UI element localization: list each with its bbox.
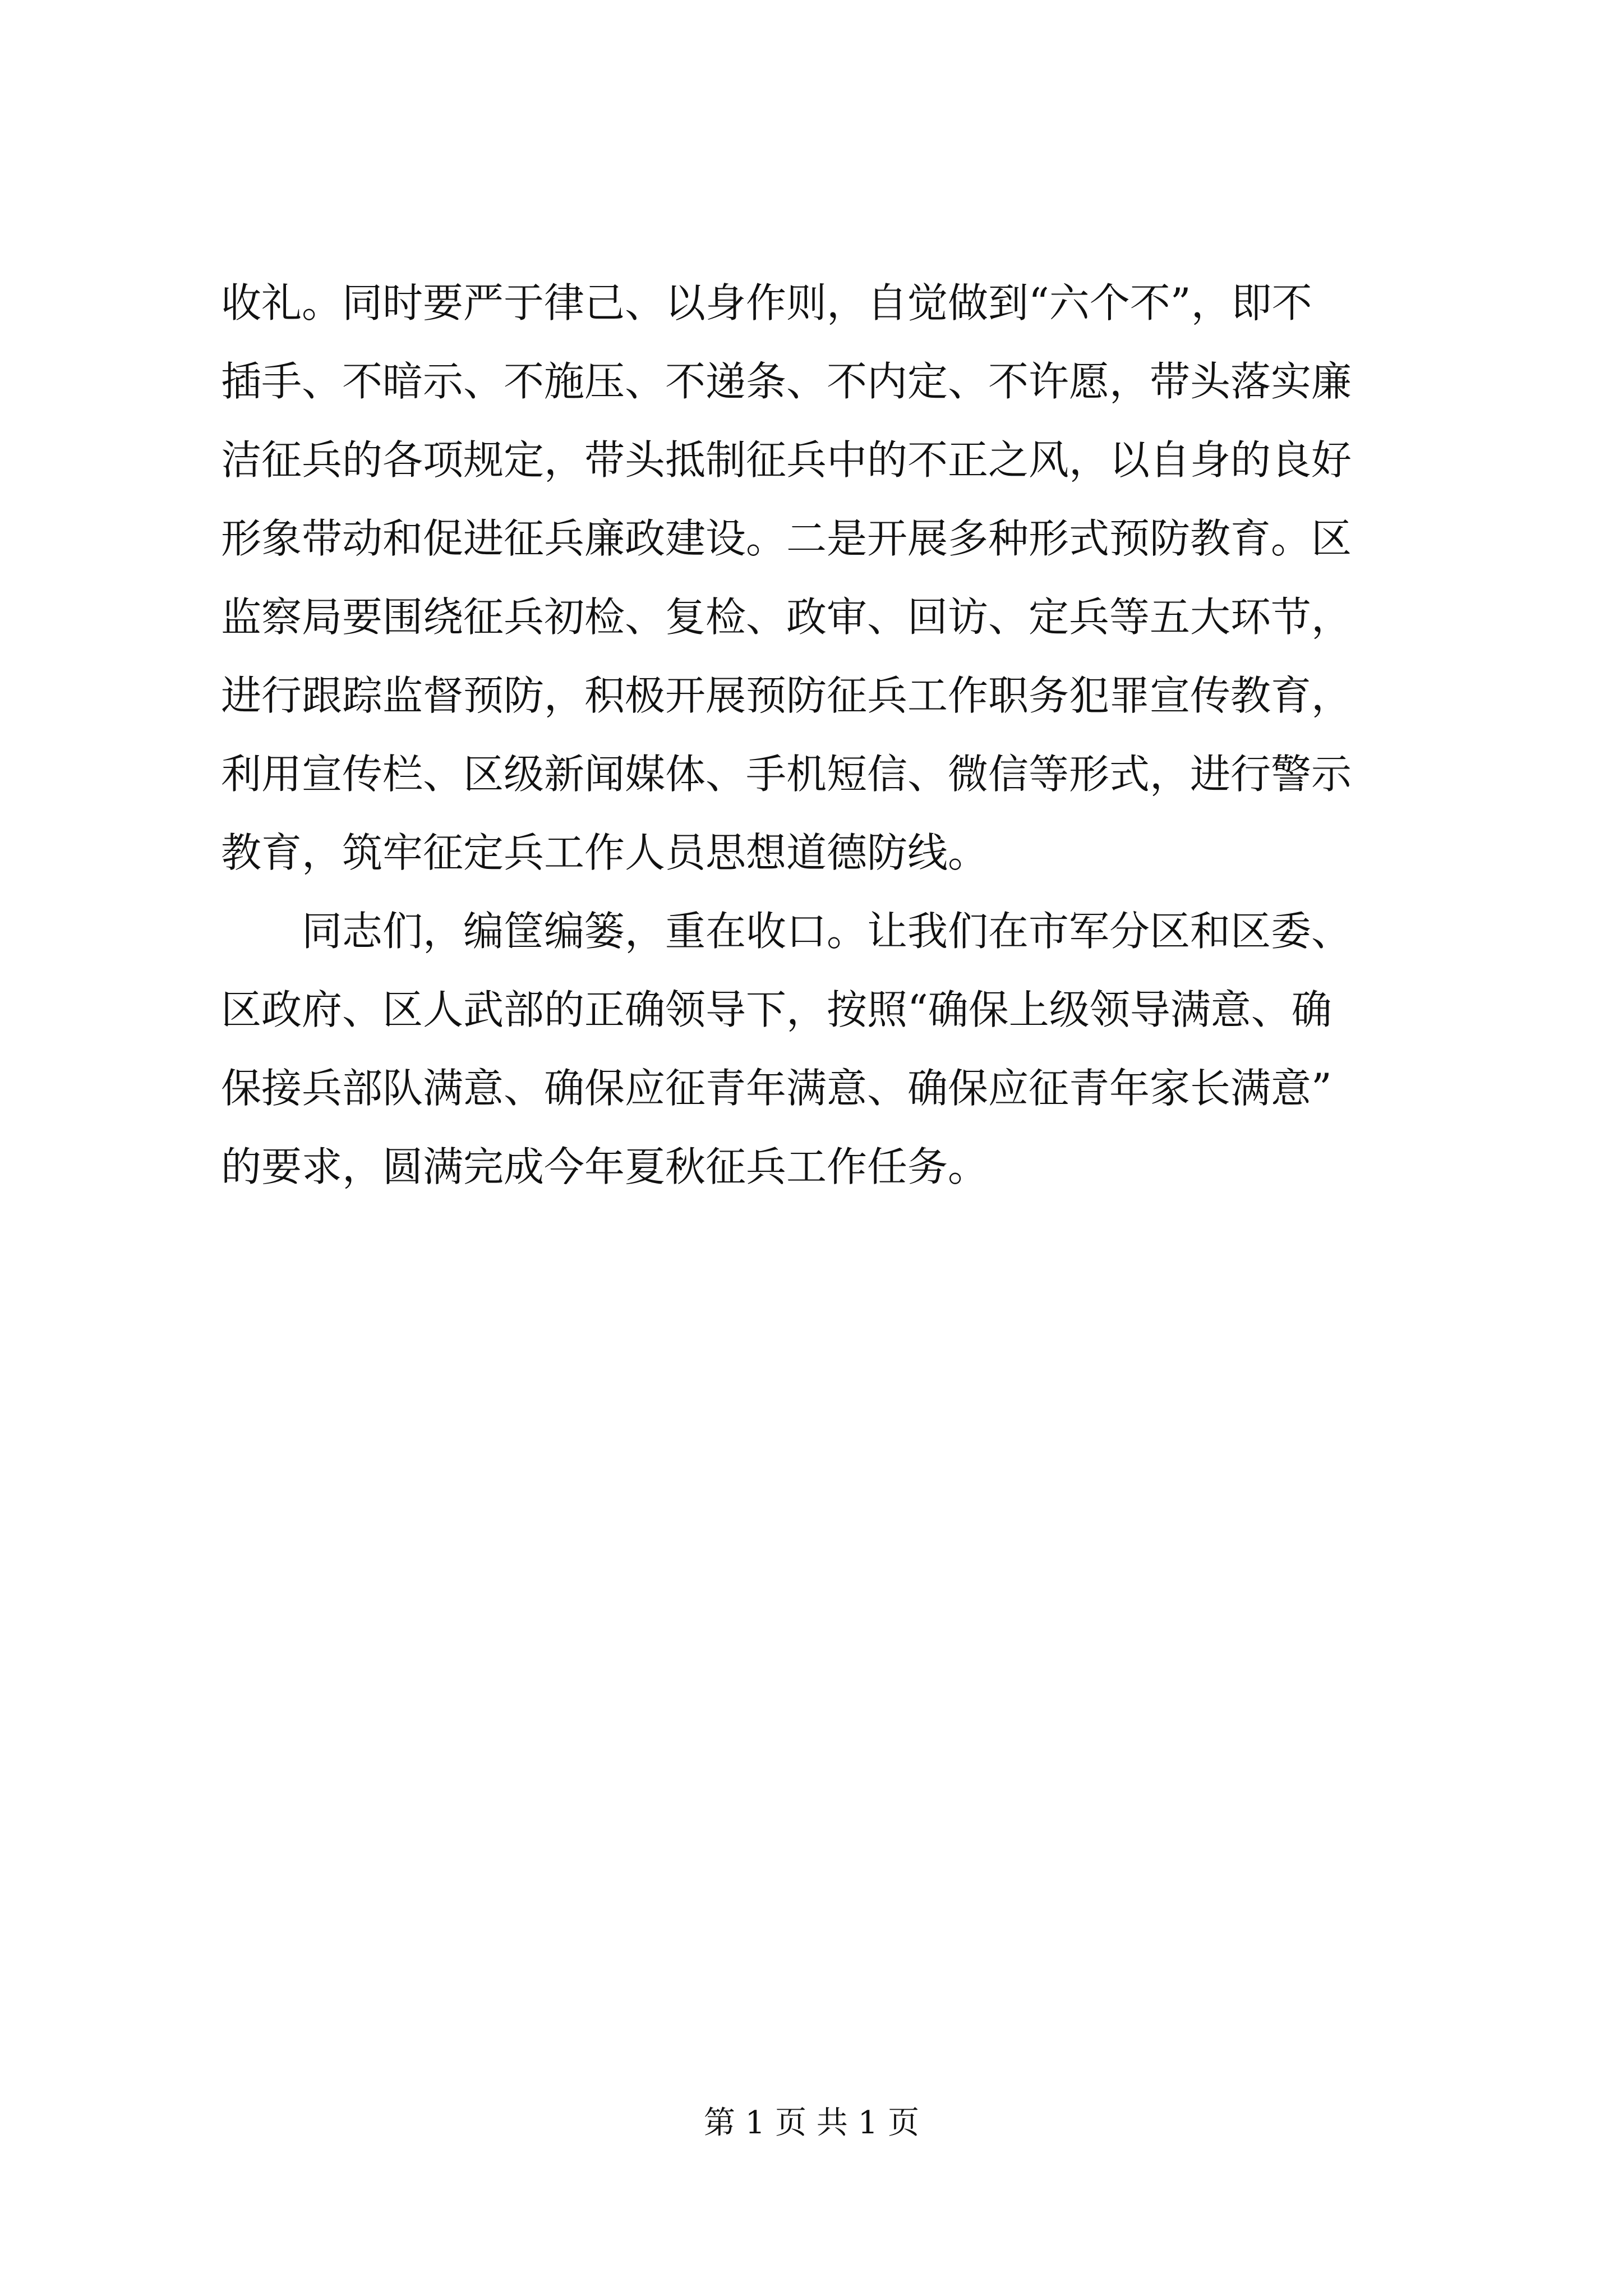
paragraph-1 xyxy=(221,264,1421,892)
page-footer: 第 1 页 共 1 页 xyxy=(703,2105,920,2141)
paragraph-line: 洁征兵的各项规定，带头抵制征兵中的不正之风，以自身的良好 xyxy=(221,436,1352,484)
paragraph-line: 收礼。同时要严于律己、以身作则，自觉做到“六个不”，即不 xyxy=(221,279,1312,326)
paragraph-line: 利用宣传栏、区级新闻媒体、手机短信、微信等形式，进行警示 xyxy=(221,751,1352,798)
paragraph-line: 进行跟踪监督预防，积极开展预防征兵工作职务犯罪宣传教育， xyxy=(221,672,1352,719)
paragraph-2 xyxy=(221,892,1421,1206)
paragraph-line: 监察局要围绕征兵初检、复检、政审、回访、定兵等五大环节， xyxy=(221,593,1352,641)
paragraph-line: 区政府、区人武部的正确领导下，按照“确保上级领导满意、确 xyxy=(221,986,1332,1033)
paragraph-line: 的要求，圆满完成今年夏秋征兵工作任务。 xyxy=(221,1143,989,1190)
paragraph-line: 保接兵部队满意、确保应征青年满意、确保应征青年家长满意” xyxy=(221,1065,1332,1112)
paragraph-line: 同志们，编筐编篓，重在收口。让我们在市军分区和区委、 xyxy=(302,908,1352,955)
paragraph-line: 教育，筑牢征定兵工作人员思想道德防线。 xyxy=(221,829,989,876)
paragraph-line: 形象带动和促进征兵廉政建设。二是开展多种形式预防教育。区 xyxy=(221,515,1352,562)
paragraph-line: 插手、不暗示、不施压、不递条、不内定、不许愿，带头落实廉 xyxy=(221,358,1352,405)
document-body xyxy=(221,264,1421,1206)
